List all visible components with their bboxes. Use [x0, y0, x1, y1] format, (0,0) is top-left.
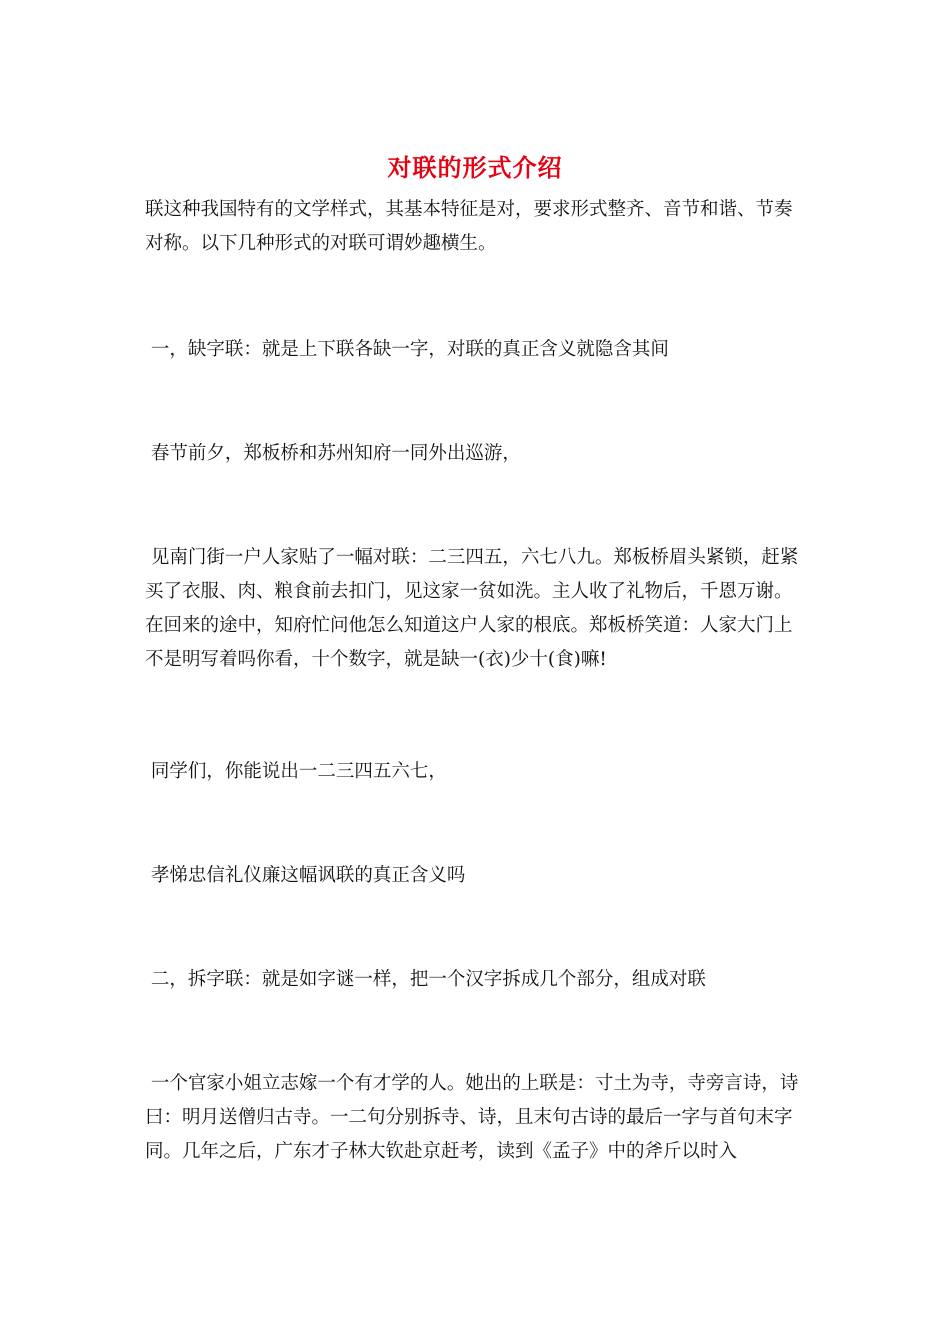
paragraph-question: 同学们，你能说出一二三四五六七， [145, 761, 447, 782]
section-two-heading: 二，拆字联：就是如字谜一样，把一个汉字拆成几个部分，组成对联 [145, 969, 706, 990]
paragraph-satire: 孝悌忠信礼仪廉这幅讽联的真正含义吗 [145, 865, 466, 886]
paragraph-spring-festival: 春节前夕，郑板桥和苏州知府一同外出巡游， [145, 443, 521, 464]
page-title: 对联的形式介绍 [387, 153, 563, 182]
paragraph-official-daughter: 一个官家小姐立志嫁一个有才学的人。她出的上联是：寸土为寺，寺旁言诗，诗曰：明月送僧归古寺。一二句分别拆寺、诗，且末句古诗的最后一字与首句末字同。几年之后，广东才子林大钦赴京赶考，读到《孟子》中的斧斤以时入 [145, 1073, 799, 1162]
paragraph-story: 见南门街一户人家贴了一幅对联：二三四五，六七八九。郑板桥眉头紧锁，赶紧买了衣服、肉、粮食前去扣门，见这家一贫如洗。主人收了礼物后，千恩万谢。在回来的途中，知府忙问他怎么知道这户人家的根底。郑板桥笑道：人家大门上不是明写着吗你看，十个数字，就是缺一(衣)少十(食)嘛! [145, 547, 799, 670]
section-one-heading: 一，缺字联：就是上下联各缺一字，对联的真正含义就隐含其间 [145, 339, 669, 360]
intro-paragraph: 联这种我国特有的文学样式，其基本特征是对，要求形式整齐、音节和谐、节奏对称。以下几种形式的对联可谓妙趣横生。 [145, 199, 793, 254]
